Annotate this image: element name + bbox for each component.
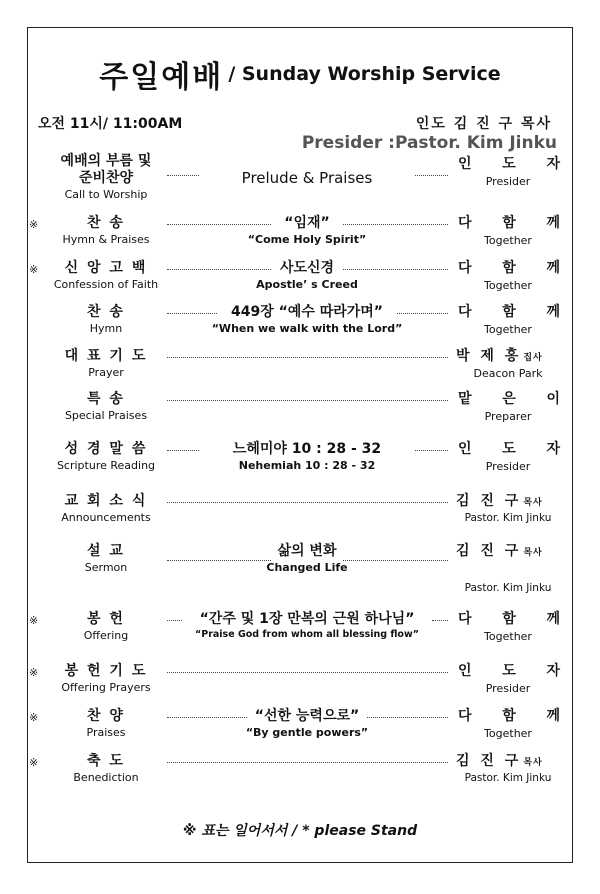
presider-english: Presider :Pastor. Kim Jinku [301,133,557,153]
stand-note: ※ 표는 일어서서 / * please Stand [182,823,418,839]
leader-char: 함 [502,304,516,320]
dotted-leader [167,224,271,225]
leader-char: 인 [458,663,472,679]
item-title-korean: 대 표 기 도 [64,348,148,364]
leader-char: 인 [458,156,472,172]
item-content-english: “When we walk with the Lord” [211,322,403,335]
item-title-korean: 예배의 부름 및 준비찬양 [60,153,152,186]
item-leader-english: Together [484,323,532,336]
presider-korean: 인도 김 진 구 목사 [415,116,552,132]
item-content [175,212,439,246]
item-leader [450,540,566,594]
leader-char: 다 [458,611,472,627]
item-title-english: Praises [86,726,126,739]
item-title-korean: 축 도 [87,753,125,769]
dotted-leader [167,717,247,718]
dotted-leader [167,502,448,503]
item-title [40,490,172,524]
leader-char: 도 [502,441,516,457]
item-content-english: Nehemiah 10 : 28 - 32 [238,459,376,472]
item-leader [450,490,566,524]
dotted-leader [397,313,448,314]
item-leader-english: Together [484,630,532,643]
leader-char: 께 [546,708,560,724]
stand-mark: ※ [29,756,39,769]
stand-mark: ※ [29,614,39,627]
leader-char: 께 [546,215,560,231]
item-leader [450,301,566,336]
item-content-korean: 삶의 변화 [277,543,337,559]
item-leader-english: Presider [485,460,531,473]
leader-name: 김 진 구 [456,753,522,769]
item-title-english: Hymn [89,322,123,335]
item-leader-korean [450,345,566,365]
item-leader [450,212,566,247]
item-title-english: Benediction [73,771,139,784]
item-leader-english: Preparer [484,410,532,423]
leader-char: 함 [502,708,516,724]
leader-char: 다 [458,304,472,320]
item-leader [450,608,566,643]
leader-name: 김 진 구 [456,543,522,559]
leader-char: 함 [502,611,516,627]
leader-char: 도 [502,156,516,172]
item-leader-english: Pastor. Kim Jinku [464,772,552,784]
leader-char: 자 [546,663,560,679]
item-content-english: “By gentle powers” [245,726,369,739]
item-title [40,438,172,472]
item-leader [450,750,566,784]
item-leader-english: Pastor. Kim Jinku [464,582,552,594]
item-leader-korean [450,212,566,232]
leader-title: 목사 [523,498,543,508]
item-leader [450,153,566,188]
title-english: / Sunday Worship Service [228,63,501,85]
item-title-korean: 설 교 [87,543,125,559]
item-content-korean: Prelude & Praises [241,169,373,187]
leader-char: 이 [546,391,560,407]
dotted-leader [167,672,448,673]
item-leader-english: Together [484,727,532,740]
item-leader [450,705,566,740]
item-title-english: Call to Worship [64,188,148,201]
leader-name: 김 진 구 [456,493,522,509]
item-title [40,540,172,574]
leader-title: 집사 [523,353,543,363]
item-leader-korean [450,153,566,173]
leader-title: 목사 [523,548,543,558]
leader-char: 다 [458,708,472,724]
item-content-english: Apostle’ s Creed [256,278,358,291]
leader-char: 자 [546,156,560,172]
leader-title: 목사 [523,758,543,768]
item-leader-korean [450,608,566,628]
item-content-korean: 느헤미야 10 : 28 - 32 [232,441,382,457]
leader-char: 께 [546,304,560,320]
item-title [40,257,172,291]
dotted-leader [343,269,448,270]
item-content [175,540,439,574]
item-content-korean: “임재” [284,215,330,231]
service-time: 오전 11시/ 11:00AM [38,116,183,132]
leader-char: 인 [458,441,472,457]
dotted-leader [432,620,448,621]
dotted-leader [167,357,448,358]
item-content-english: “Come Holy Spirit” [247,233,367,246]
dotted-leader [343,224,448,225]
item-content-english: Changed Life [266,561,348,574]
item-title-english: Offering [83,629,129,642]
item-leader-korean [450,438,566,458]
item-title [40,153,172,201]
item-leader-korean [450,750,566,770]
item-title-english: Scripture Reading [56,459,156,472]
item-leader-korean [450,388,566,408]
item-title-korean: 찬 양 [87,708,125,724]
item-leader [450,345,566,380]
item-title-korean: 특 송 [87,391,125,407]
item-leader-korean [450,540,566,560]
item-title-korean: 신 앙 고 백 [64,260,148,276]
item-title-korean: 봉 헌 [87,611,125,627]
item-content [175,608,439,640]
title-korean: 주일예배 [99,60,224,95]
item-leader-english: Pastor. Kim Jinku [464,512,552,524]
item-leader-korean [450,660,566,680]
item-title-english: Offering Prayers [61,681,151,694]
stand-mark: ※ [29,666,39,679]
item-title-korean: 봉 헌 기 도 [64,663,148,679]
item-leader [450,438,566,473]
stand-mark: ※ [29,263,39,276]
leader-char: 맡 [458,391,472,407]
leader-char: 도 [502,663,516,679]
item-title-english: Special Praises [64,409,148,422]
item-title [40,212,172,246]
item-content [175,257,439,291]
item-leader [450,257,566,292]
item-leader-korean [450,257,566,277]
item-title [40,608,172,642]
item-content-english: “Praise God from whom all blessing flow” [195,629,419,640]
item-leader [450,660,566,695]
item-title-korean: 찬 송 [87,304,125,320]
leader-char: 다 [458,215,472,231]
item-title [40,750,172,784]
dotted-leader [167,313,217,314]
item-content [175,438,439,472]
leader-char: 은 [502,391,516,407]
dotted-leader [167,560,271,561]
item-content-korean: 449장 “예수 따라가며” [230,304,384,320]
leader-char: 자 [546,441,560,457]
item-leader-english: Presider [485,175,531,188]
dotted-leader [167,450,199,451]
item-content-korean: “선한 능력으로” [254,708,360,724]
dotted-leader [167,620,182,621]
item-title [40,660,172,694]
item-content [175,301,439,335]
dotted-leader [167,175,199,176]
item-content-korean: “간주 및 1장 만복의 근원 하나님” [199,611,415,627]
item-leader-english: Deacon Park [473,367,543,380]
dotted-leader [167,762,448,763]
item-content [175,169,439,187]
leader-char: 함 [502,260,516,276]
stand-mark: ※ [29,218,39,231]
item-title-english: Announcements [61,511,151,524]
leader-char: 함 [502,215,516,231]
dotted-leader [167,269,271,270]
item-content [175,705,439,739]
item-content-korean: 사도신경 [279,260,335,276]
item-title [40,301,172,335]
item-title-english: Hymn & Praises [62,233,150,246]
leader-char: 께 [546,611,560,627]
item-title-english: Confession of Faith [53,278,159,291]
item-leader-english: Together [484,234,532,247]
item-leader [450,388,566,423]
leader-char: 께 [546,260,560,276]
stand-mark: ※ [29,711,39,724]
leader-char: 다 [458,260,472,276]
page-title [0,52,600,96]
item-title-english: Prayer [88,366,124,379]
dotted-leader [415,450,448,451]
item-leader-korean [450,490,566,510]
dotted-leader [367,717,448,718]
dotted-leader [343,560,448,561]
item-title [40,345,172,379]
item-leader-english: Presider [485,682,531,695]
item-title [40,388,172,422]
item-title-english: Sermon [84,561,128,574]
leader-name: 박 제 홍 [456,348,522,364]
item-leader-korean [450,301,566,321]
item-title-korean: 성 경 말 씀 [64,441,148,457]
dotted-leader [415,175,448,176]
item-title-korean: 교 회 소 식 [64,493,148,509]
item-title-korean: 찬 송 [87,215,125,231]
item-title [40,705,172,739]
dotted-leader [167,400,448,401]
item-leader-english: Together [484,279,532,292]
item-leader-korean [450,705,566,725]
